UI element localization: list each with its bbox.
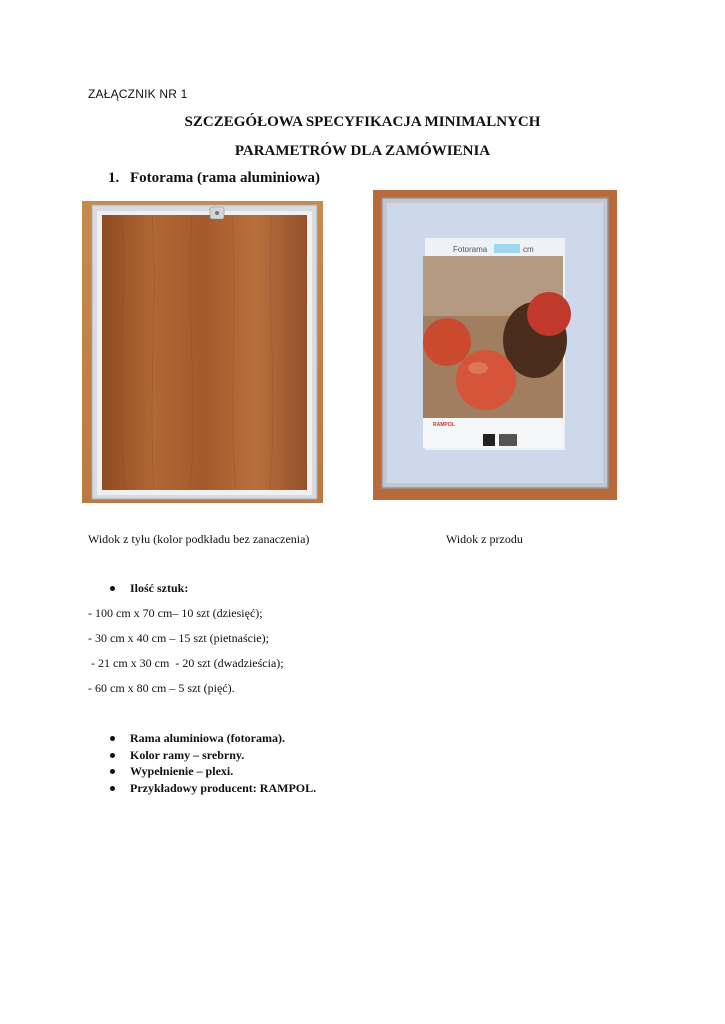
section-heading [108, 170, 320, 187]
back-view-caption: Widok z tyłu (kolor podkładu bez zanaczenia) [88, 532, 310, 546]
quantity-line: - 21 cm x 30 cm - 20 szt (dwadzieścia); [88, 656, 284, 670]
front-view-photo [373, 190, 617, 500]
section-number: 1. [108, 170, 120, 186]
attachment-label: ZAŁĄCZNIK NR 1 [88, 87, 188, 101]
back-view-photo [82, 201, 323, 503]
page-title-line-1: SZCZEGÓŁOWA SPECYFIKACJA MINIMALNYCH [184, 114, 541, 130]
requirement-item: Przykładowy producent: RAMPOL. [108, 780, 316, 797]
page-title-line-2: PARAMETRÓW DLA ZAMÓWIENIA [234, 143, 491, 159]
front-view-caption: Widok z przodu [446, 532, 523, 546]
mat-brand: RAMPOL [433, 422, 455, 428]
quantity-line: - 60 cm x 80 cm – 5 szt (pięć). [88, 681, 235, 695]
quantity-heading-list [108, 580, 188, 597]
requirement-item: Rama aluminiowa (fotorama). [108, 730, 316, 747]
requirement-item: Kolor ramy – srebrny. [108, 747, 316, 764]
quantity-line: - 100 cm x 70 cm– 10 szt (dziesięć); [88, 606, 263, 620]
requirements-list [108, 730, 316, 796]
section-title: Fotorama (rama aluminiowa) [130, 170, 320, 186]
front-view-image [373, 190, 617, 500]
requirement-item: Wypełnienie – plexi. [108, 763, 316, 780]
back-view-image [82, 201, 323, 503]
mat-unit: cm [523, 245, 534, 254]
quantity-line: - 30 cm x 40 cm – 15 szt (pietnaście); [88, 631, 269, 645]
mat-label: Fotorama [453, 245, 488, 254]
quantity-heading: Ilość sztuk: [108, 580, 188, 597]
